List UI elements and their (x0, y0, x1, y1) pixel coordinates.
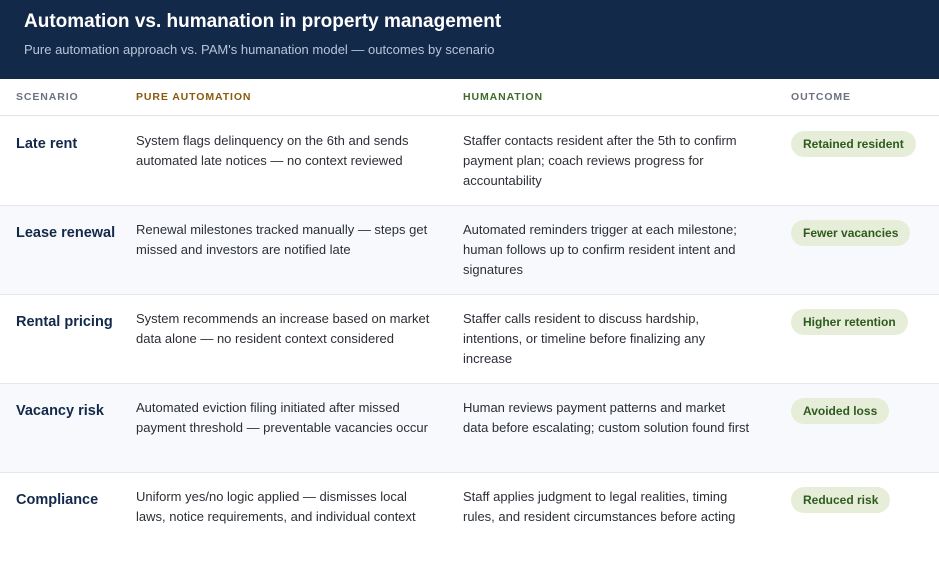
outcome-badge: Higher retention (791, 309, 908, 335)
table-header (0, 79, 939, 116)
humanation-cell: Staff applies judgment to legal realities, timing rules, and resident circumstances before acting (463, 489, 736, 524)
table-row (0, 473, 939, 562)
column-header-humanation: HUMANATION (463, 91, 543, 103)
table-row (0, 206, 939, 295)
outcome-badge: Retained resident (791, 131, 916, 157)
column-header-automation: PURE AUTOMATION (136, 91, 252, 103)
page-subtitle: Pure automation approach vs. PAM's humanation model — outcomes by scenario (24, 42, 495, 57)
outcome-badge: Reduced risk (791, 487, 890, 513)
automation-cell: Automated eviction filing initiated after missed payment threshold — preventable vacancies occur (136, 400, 428, 435)
page-header (0, 0, 939, 79)
automation-cell: Uniform yes/no logic applied — dismisses local laws, notice requirements, and individual context (136, 489, 416, 524)
scenario-cell: Lease renewal (16, 225, 116, 241)
automation-cell: Renewal milestones tracked manually — steps get missed and investors are notified late (136, 222, 428, 257)
humanation-cell: Human reviews payment patterns and market data before escalating; custom solution found first (463, 400, 750, 435)
scenario-cell: Vacancy risk (16, 403, 104, 419)
column-header-scenario: SCENARIO (16, 91, 79, 103)
scenario-cell: Late rent (16, 136, 78, 152)
table-row (0, 117, 939, 206)
automation-cell: System recommends an increase based on market data alone — no resident context considered (136, 311, 430, 346)
scenario-cell: Compliance (16, 492, 99, 508)
humanation-cell: Staffer contacts resident after the 5th to confirm payment plan; coach reviews progress for accountability (463, 133, 737, 188)
table-row (0, 295, 939, 384)
automation-cell: System flags delinquency on the 6th and sends automated late notices — no context reviewed (136, 133, 409, 168)
page-title: Automation vs. humanation in property management (24, 11, 502, 32)
scenario-cell: Rental pricing (16, 314, 113, 330)
outcome-badge: Fewer vacancies (791, 220, 910, 246)
outcome-badge: Avoided loss (791, 398, 889, 424)
humanation-cell: Automated reminders trigger at each milestone; human follows up to confirm resident intent and signatures (463, 222, 737, 277)
column-header-outcome: OUTCOME (791, 91, 851, 103)
table-row (0, 384, 939, 473)
humanation-cell: Staffer calls resident to discuss hardship, intentions, or timeline before finalizing any increase (463, 311, 706, 366)
